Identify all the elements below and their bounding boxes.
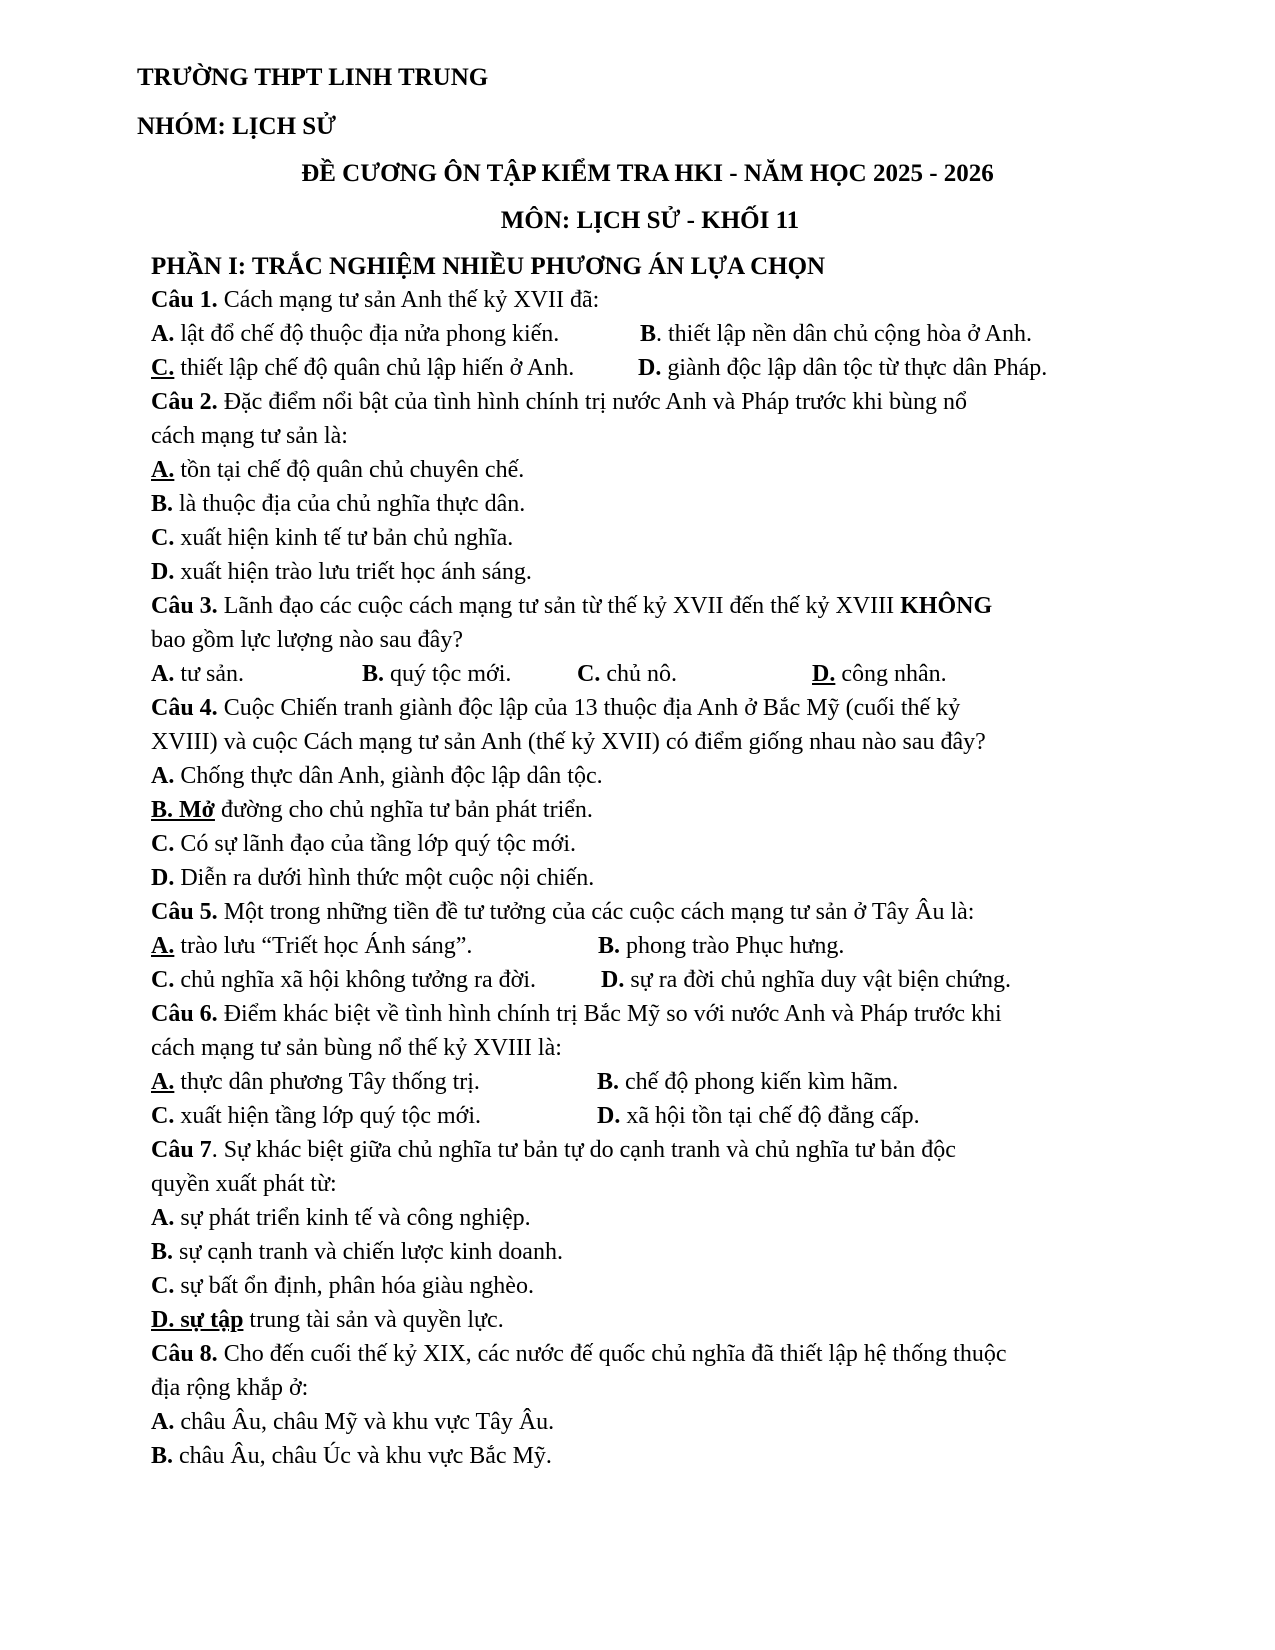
option-label: B. [151,1239,174,1265]
option-text: lật đổ chế độ thuộc địa nửa phong kiến. [174,321,560,347]
option-b [598,931,844,961]
option-label: A. [151,321,175,347]
option-label: C. [151,967,175,993]
option-a [151,1407,554,1437]
option-a [151,1067,480,1097]
question-6 [151,999,1002,1029]
question-4-cont [151,727,986,757]
option-label-answer: D. sự tập [151,1307,244,1333]
option-text: phong trào Phục hưng. [620,933,845,959]
option-c [577,659,677,689]
question-text: Cuộc Chiến tranh giành độc lập của 13 thuộc địa Anh ở Bắc Mỹ (cuối thế kỷ [217,695,961,721]
option-c [151,1271,534,1301]
document-title: ĐỀ CƯƠNG ÔN TẬP KIỂM TRA HKI - NĂM HỌC 2025 - 2026 [301,160,994,187]
question-8 [151,1339,1007,1369]
question-label: Câu 7 [151,1137,212,1163]
option-a [151,319,559,349]
option-c [151,965,536,995]
question-label: Câu 6. [151,1001,218,1027]
option-text: tồn tại chế độ quân chủ chuyên chế. [174,457,525,483]
option-text: sự phát triển kinh tế và công nghiệp. [174,1205,531,1231]
option-text: chủ nô. [600,661,677,687]
question-label: Câu 4. [151,695,218,721]
option-label: B. [362,661,385,687]
option-text: đường cho chủ nghĩa tư bản phát triển. [214,797,593,823]
question-5 [151,897,974,927]
question-text: quyền xuất phát từ: [151,1171,337,1197]
option-d [151,1305,504,1335]
question-text: Lãnh đạo các cuộc cách mạng tư sản từ thế kỷ XVII đến thế kỷ XVIII [217,593,901,619]
option-d [601,965,1011,995]
option-label-answer: B. Mở [151,797,215,823]
option-text: trào lưu “Triết học Ánh sáng”. [174,933,473,959]
option-text: thiết lập chế độ quân chủ lập hiến ở Anh. [174,355,575,381]
subject-title: MÔN: LỊCH SỬ - KHỐI 11 [500,207,800,234]
option-label: D. [638,355,662,381]
option-label-answer: A. [151,933,175,959]
option-a [151,1203,531,1233]
option-text: trung tài sản và quyền lực. [243,1307,504,1333]
option-text: sự ra đời chủ nghĩa duy vật biện chứng. [624,967,1011,993]
option-label-answer: A. [151,1069,175,1095]
option-a [151,761,603,791]
option-text: sự cạnh tranh và chiến lược kinh doanh. [173,1239,563,1265]
question-text: XVIII) và cuộc Cách mạng tư sản Anh (thế kỷ XVII) có điểm giống nhau nào sau đây? [151,729,986,755]
option-label: B. [597,1069,620,1095]
group-name: NHÓM: LỊCH SỬ [137,113,337,140]
option-text: thực dân phương Tây thống trị. [174,1069,480,1095]
option-d [151,863,594,893]
question-8-cont [151,1373,308,1403]
option-text: . thiết lập nền dân chủ cộng hòa ở Anh. [656,321,1032,347]
question-4 [151,693,960,723]
option-label: B. [598,933,621,959]
option-d [151,557,532,587]
question-label: Câu 2. [151,389,218,415]
option-c [151,353,574,383]
option-text: chế độ phong kiến kìm hãm. [619,1069,899,1095]
option-label: C. [151,525,175,551]
option-text: là thuộc địa của chủ nghĩa thực dân. [173,491,526,517]
option-label: A. [151,1409,175,1435]
option-text: Có sự lãnh đạo của tầng lớp quý tộc mới. [174,831,577,857]
option-text: công nhân. [835,661,947,687]
question-text: cách mạng tư sản bùng nổ thế kỷ XVIII là: [151,1035,562,1061]
question-text: địa rộng khắp ở: [151,1375,309,1401]
question-label: Câu 8. [151,1341,218,1367]
school-name: TRƯỜNG THPT LINH TRUNG [137,64,489,91]
option-label-answer: A. [151,457,175,483]
option-text: châu Âu, châu Úc và khu vực Bắc Mỹ. [173,1443,552,1469]
option-label: D. [151,865,175,891]
option-b [597,1067,898,1097]
option-b [151,1441,552,1471]
option-b [151,795,593,825]
question-text: Cho đến cuối thế kỷ XIX, các nước đế quốc chủ nghĩa đã thiết lập hệ thống thuộc [217,1341,1007,1367]
option-d [597,1101,920,1131]
question-text: Cách mạng tư sản Anh thế kỷ XVII đã: [217,287,600,313]
option-text: chủ nghĩa xã hội không tưởng ra đời. [174,967,537,993]
option-label-answer: D. [812,661,836,687]
question-text: . Sự khác biệt giữa chủ nghĩa tư bản tự do cạnh tranh và chủ nghĩa tư bản độc [211,1137,956,1163]
option-text: xuất hiện trào lưu triết học ánh sáng. [174,559,532,585]
option-a [151,931,472,961]
question-text: cách mạng tư sản là: [151,423,348,449]
option-text: xã hội tồn tại chế độ đẳng cấp. [620,1103,920,1129]
question-text: bao gồm lực lượng nào sau đây? [151,627,463,653]
question-label: Câu 5. [151,899,218,925]
question-text: Điểm khác biệt về tình hình chính trị Bắc Mỹ so với nước Anh và Pháp trước khi [217,1001,1002,1027]
question-text: Đặc điểm nổi bật của tình hình chính trị nước Anh và Pháp trước khi bùng nổ [217,389,967,415]
option-label: D. [597,1103,621,1129]
option-text: giành độc lập dân tộc từ thực dân Pháp. [661,355,1048,381]
question-2-cont [151,421,348,451]
option-label: A. [151,1205,175,1231]
option-label: A. [151,763,175,789]
option-label: D. [601,967,625,993]
option-label: D. [151,559,175,585]
option-text: Diễn ra dưới hình thức một cuộc nội chiến. [174,865,595,891]
question-6-cont [151,1033,562,1063]
option-label-answer: C. [151,355,175,381]
option-c [151,1101,481,1131]
option-label: C. [151,1103,175,1129]
option-label: B. [151,491,174,517]
question-3-cont [151,625,463,655]
option-label: C. [151,831,175,857]
option-b [640,319,1032,349]
option-label: B. [151,1443,174,1469]
option-text: tư sản. [174,661,245,687]
option-text: quý tộc mới. [384,661,512,687]
option-c [151,829,576,859]
option-text: xuất hiện tầng lớp quý tộc mới. [174,1103,482,1129]
question-2 [151,387,967,417]
option-text: xuất hiện kinh tế tư bản chủ nghĩa. [174,525,514,551]
question-1 [151,285,599,315]
option-text: sự bất ổn định, phân hóa giàu nghèo. [174,1273,534,1299]
option-text: Chống thực dân Anh, giành độc lập dân tộc. [174,763,603,789]
option-c [151,523,513,553]
option-d [812,659,947,689]
option-label: C. [151,1273,175,1299]
option-b [151,489,525,519]
question-label: Câu 3. [151,593,218,619]
option-label: A. [151,661,175,687]
option-a [151,455,524,485]
option-b [151,1237,563,1267]
option-label: C. [577,661,601,687]
question-emphasis: KHÔNG [900,593,993,619]
part-heading: PHẦN I: TRẮC NGHIỆM NHIỀU PHƯƠNG ÁN LỰA CHỌN [151,253,826,280]
option-label: B [640,321,657,347]
question-3 [151,591,992,621]
option-d [638,353,1047,383]
option-b [362,659,511,689]
question-text: Một trong những tiền đề tư tưởng của các cuộc cách mạng tư sản ở Tây Âu là: [217,899,975,925]
option-a [151,659,244,689]
question-label: Câu 1. [151,287,218,313]
question-7-cont [151,1169,337,1199]
option-text: châu Âu, châu Mỹ và khu vực Tây Âu. [174,1409,555,1435]
question-7 [151,1135,956,1165]
